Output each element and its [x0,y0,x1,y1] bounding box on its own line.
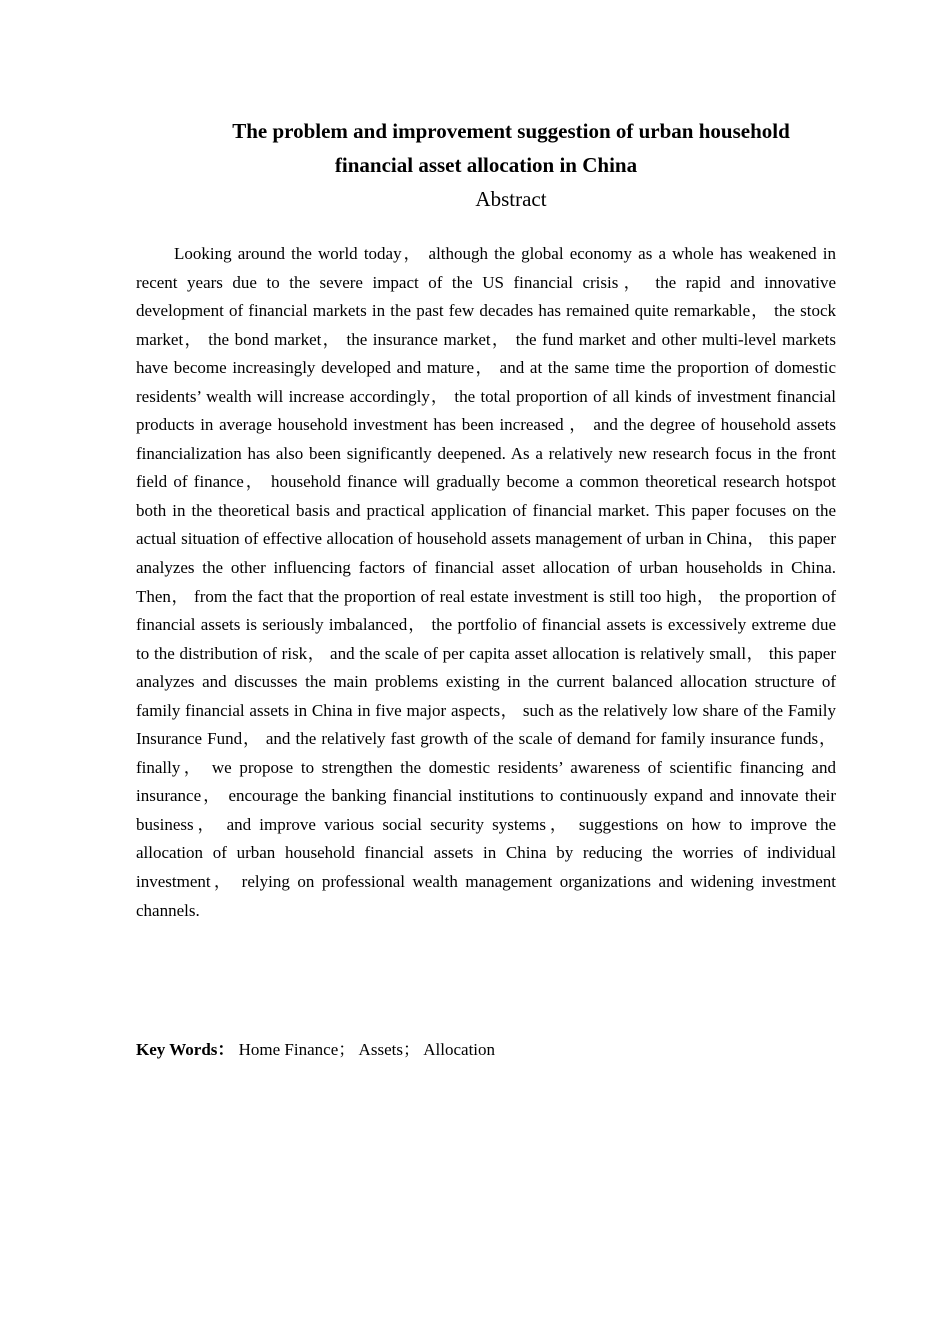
paper-title [136,114,836,182]
abstract-heading: Abstract [475,187,547,211]
keywords-line [136,1036,836,1064]
abstract-paragraph: Looking around the world today， although the global economy as a whole has weakened in recent years due to the severe impact of the US financial crisis， the rapid and innovative development of financial markets in the past few decades has remained quite remarkable， the stock market， the bond market， the insurance market， the fund market and other multi-level markets have become increasingly developed and mature， and at the same time the proportion of domestic residents’ wealth will increase accordingly， the total proportion of all kinds of investment financial products in average household investment has been increased ， and the degree of household assets financialization has also been significantly deepened. As a relatively new research focus in the front field of finance， household finance will gradually become a common theoretical research hotspot both in the theoretical basis and practical application of financial market. This paper focuses on the actual situation of effective allocation of household assets management of urban in China， this paper analyzes the other influencing factors of financial asset allocation of urban households in China. Then， from the fact that the proportion of real estate investment is still too high， the proportion of financial assets is seriously imbalanced， the portfolio of financial assets is excessively extreme due to the distribution of risk， and the scale of per capita asset allocation is relatively small， this paper analyzes and discusses the main problems existing in the current balanced allocation structure of family financial assets in China in five major aspects， such as the relatively low share of the Family Insurance Fund， and the relatively fast growth of the scale of demand for family insurance funds， finally， we propose to strengthen the domestic residents’ awareness of scientific financing and insurance， encourage the banking financial institutions to continuously expand and innovate their business， and improve various social security systems， suggestions on how to improve the allocation of urban household financial assets in China by reducing the worries of individual investment， relying on professional wealth management organizations and widening investment channels. [136,244,836,920]
keywords-values: Home Finance； Assets； Allocation [234,1040,496,1059]
paper-title-line-1: The problem and improvement suggestion of urban household [232,119,790,143]
keywords-label: Key Words： [136,1040,235,1059]
paper-title-line-2: financial asset allocation in China [334,153,638,177]
